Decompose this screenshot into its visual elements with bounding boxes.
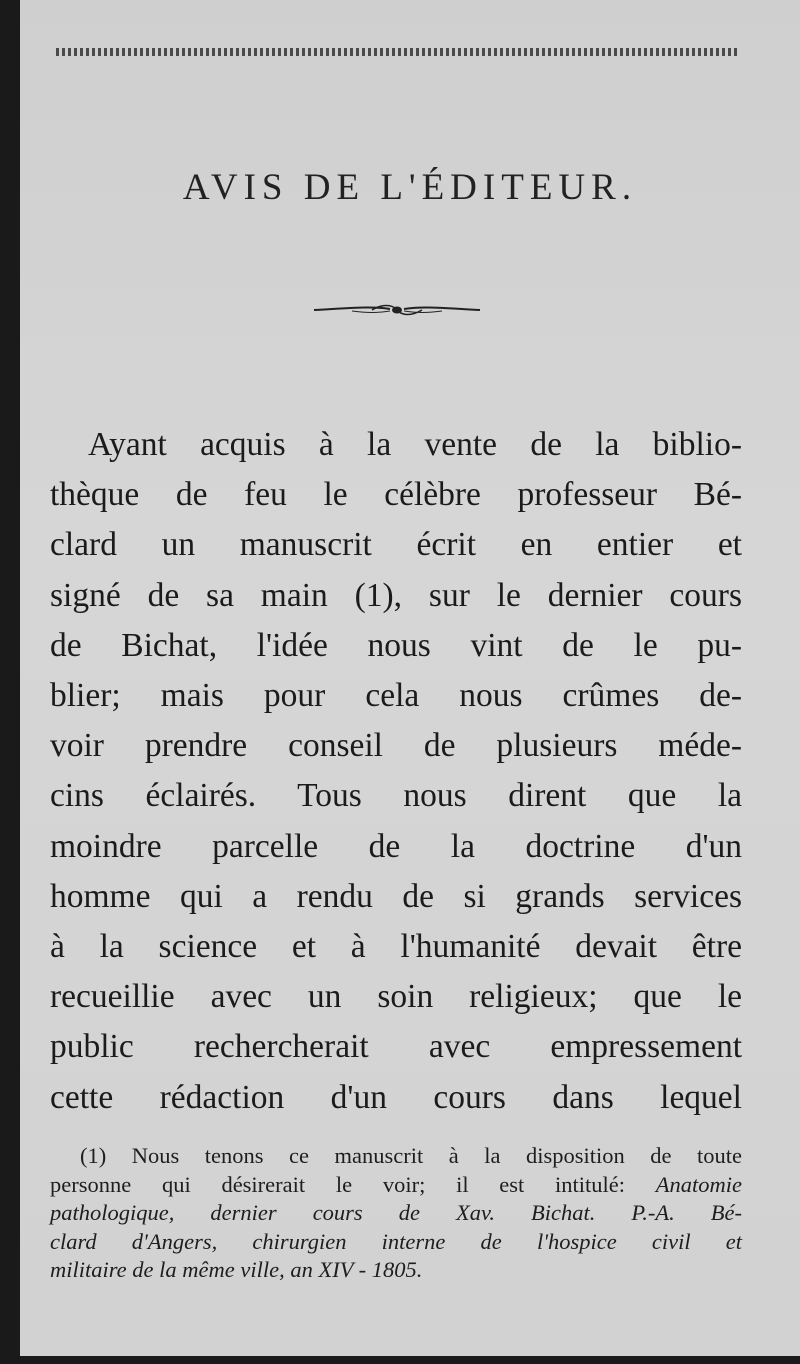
body-line: de Bichat, l'idée nous vint de le pu- xyxy=(50,626,742,664)
footnote-line: militaire de la même ville, an XIV - 1805. xyxy=(50,1257,423,1283)
body-line: recueillie avec un soin religieux; que le xyxy=(50,978,742,1016)
body-line: thèque de feu le célèbre professeur Bé- xyxy=(50,476,742,514)
footnote-title-italic: Anatomie xyxy=(655,1171,742,1197)
body-line: moindre parcelle de la doctrine d'un xyxy=(50,827,742,865)
body-line: cins éclairés. Tous nous dirent que la xyxy=(50,777,742,815)
body-line: clard un manuscrit écrit en entier et xyxy=(50,526,742,564)
top-decorative-rule xyxy=(56,48,740,56)
body-line: homme qui a rendu de si grands services xyxy=(50,877,742,915)
footnote-line: clard d'Angers, chirurgien interne de l'hospice civil et xyxy=(50,1228,742,1254)
body-paragraph xyxy=(50,420,742,1123)
footnote-text: personne qui désirerait le voir; il est intitulé: xyxy=(50,1171,656,1197)
book-page xyxy=(20,0,800,1356)
body-line: signé de sa main (1), sur le dernier cours xyxy=(50,576,742,614)
page-title: AVIS DE L'ÉDITEUR. xyxy=(182,167,638,208)
body-line: blier; mais pour cela nous crûmes de- xyxy=(50,677,742,715)
footnote xyxy=(50,1142,742,1285)
footnote-line: (1) Nous tenons ce manuscrit à la disposition de toute xyxy=(80,1143,742,1168)
footnote-line: pathologique, dernier cours de Xav. Bichat. P.-A. Bé- xyxy=(50,1200,742,1226)
body-line: cette rédaction d'un cours dans lequel xyxy=(50,1078,742,1116)
body-line: public rechercherait avec empressement xyxy=(50,1028,742,1066)
footnote-line xyxy=(50,1171,742,1200)
body-line: voir prendre conseil de plusieurs méde- xyxy=(50,727,742,765)
ornament-divider-icon xyxy=(312,300,482,320)
body-line: Ayant acquis à la vente de la biblio- xyxy=(88,426,742,463)
body-line: à la science et à l'humanité devait être xyxy=(50,928,742,966)
